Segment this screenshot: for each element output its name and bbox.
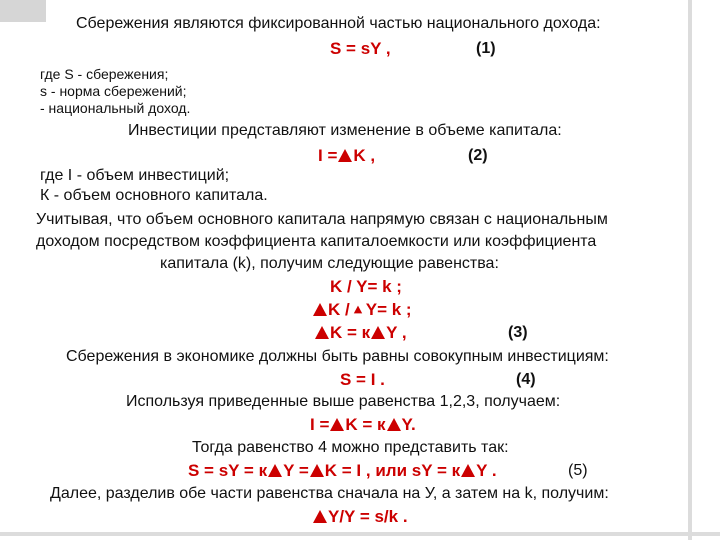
delta-icon [461,464,475,477]
equation-3b-left: K / [328,300,350,319]
paragraph-line: Учитывая, что объем основного капитала напрямую связан с национальным [36,211,608,228]
equation-6-part: K = I , или sY = к [324,461,461,480]
paragraph-line: капитала (k), получим следующие равенства: [160,255,499,272]
delta-icon [268,464,282,477]
equation-number-1: (1) [476,40,496,57]
equation-3c-right: Y , [386,323,407,342]
equation-2-right: K , [353,146,376,165]
text-line: Используя приведенные выше равенства 1,2,3, получаем: [126,393,561,410]
text-line: Сбережения в экономике должны быть равны совокупным инвестициям: [66,348,609,365]
text-line: Тогда равенство 4 можно представить так: [192,439,509,456]
definition-line: s - норма сбережений; [40,83,187,99]
equation-3b-right: Y= k ; [365,300,412,319]
equation-3c-left: K = к [330,323,371,342]
delta-icon [330,418,344,431]
delta-icon [313,303,327,316]
slide-bottom-border [0,532,720,536]
equation-6 [188,461,497,481]
equation-5-part: I = [310,415,330,434]
equation-4: S = I . [340,370,385,389]
equation-3a: K / Y= k ; [330,277,402,296]
equation-1: S = sY , [330,39,391,58]
equation-3b [312,300,412,320]
equation-6-part: Y . [476,461,497,480]
equation-2 [318,146,375,166]
text-line: Далее, разделив обе части равенства сначала на У, а затем на k, получим: [50,485,609,502]
equation-7-part: Y/Y = s/k . [328,507,408,526]
definition-line: К - объем основного капитала. [40,187,268,204]
equation-number-5: (5) [568,462,588,479]
delta-icon [315,326,329,339]
equation-number-2: (2) [468,147,488,164]
equation-7 [312,507,408,527]
slide-right-border [688,0,692,540]
delta-icon [354,306,362,314]
definition-line: где S - сбережения; [40,66,169,82]
equation-number-4: (4) [516,371,536,388]
equation-5-part: K = к [345,415,386,434]
equation-6-part: S = sY = к [188,461,268,480]
paragraph-line: доходом посредством коэффициента капиталоемкости или коэффициента [36,233,597,250]
equation-number-3: (3) [508,324,528,341]
text-line: Инвестиции представляют изменение в объеме капитала: [128,122,562,139]
delta-icon [310,464,324,477]
equation-2-left: I = [318,146,338,165]
definition-line: где I - объем инвестиций; [40,167,230,184]
equation-3c [314,323,407,343]
equation-5-part: Y. [401,415,416,434]
delta-icon [338,149,352,162]
equation-6-part: Y = [283,461,309,480]
equation-5 [310,415,416,435]
definition-line: - национальный доход. [40,100,191,116]
delta-icon [371,326,385,339]
delta-icon [313,510,327,523]
slide-corner-decoration [0,0,46,22]
delta-icon [387,418,401,431]
text-line: Сбережения являются фиксированной частью национального дохода: [76,15,601,32]
